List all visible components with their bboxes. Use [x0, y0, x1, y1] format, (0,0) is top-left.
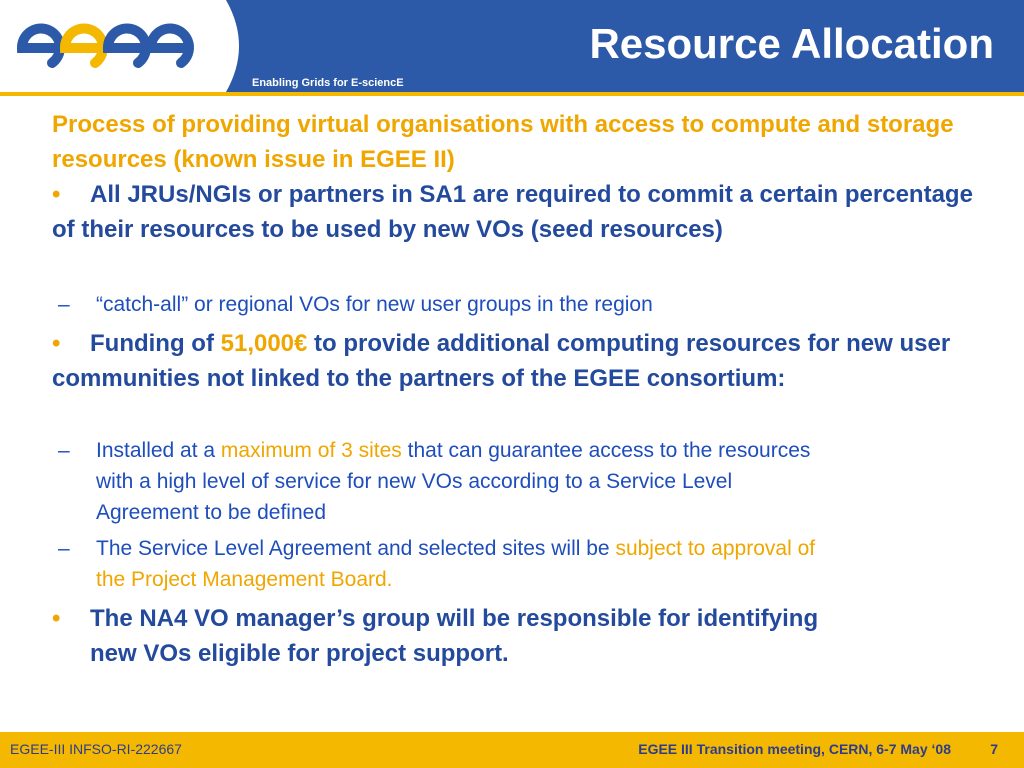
bullet-2-text-before: Funding of	[90, 330, 221, 357]
footer-project-id: EGEE-III INFSO-RI-222667	[10, 741, 182, 757]
dash-icon: –	[58, 293, 70, 316]
egee-logo	[0, 0, 250, 92]
dash-icon: –	[58, 537, 70, 560]
bullet-icon: •	[52, 605, 61, 632]
bullet-icon: •	[52, 181, 61, 208]
sub-bullet-1-1	[58, 289, 984, 320]
max-sites-highlight: maximum of 3 sites	[220, 439, 402, 462]
bullet-2	[52, 326, 992, 396]
bullet-1	[52, 177, 992, 247]
sub-2-1-line3: Agreement to be defined	[96, 501, 326, 524]
funding-amount: 51,000€	[220, 330, 308, 357]
bullet-3-line2: new VOs eligible for project support.	[90, 640, 509, 667]
sub-2-1-line1-rest: that can guarantee access to the resources	[401, 439, 811, 462]
approval-highlight-2: the Project Management Board.	[96, 568, 393, 591]
tagline: Enabling Grids for E-sciencE	[252, 77, 404, 89]
page-number: 7	[990, 741, 998, 757]
bullet-1-text: All JRUs/NGIs or partners in SA1 are required to commit a certain percentage of their resources to be used by new VOs (seed resources)	[52, 181, 973, 243]
sub-bullet-1-1-text: “catch-all” or regional VOs for new user groups in the region	[96, 293, 653, 316]
slide-title: Resource Allocation	[589, 20, 994, 67]
sub-bullet-2-2	[58, 533, 984, 595]
header-accent-line	[0, 92, 1024, 96]
dash-icon: –	[58, 439, 70, 462]
footer-meeting: EGEE III Transition meeting, CERN, 6-7 May ‘08	[638, 741, 951, 757]
sub-bullet-2-1	[58, 435, 984, 528]
approval-highlight-1: subject to approval of	[615, 537, 816, 560]
bullet-icon: •	[52, 330, 61, 357]
bullet-2-text-after: to provide additional computing resources for new user communities not linked to the partners of the EGEE consortium:	[52, 330, 951, 392]
sub-2-1-before: Installed at a	[96, 439, 221, 462]
sub-2-1-line2: with a high level of service for new VOs according to a Service Level	[96, 470, 733, 493]
bullet-3-line1: The NA4 VO manager’s group will be responsible for identifying	[90, 605, 819, 632]
bullet-3	[52, 601, 992, 671]
sub-2-2-before: The Service Level Agreement and selected sites will be	[96, 537, 616, 560]
lead-paragraph: Process of providing virtual organisations with access to compute and storage resources (known issue in EGEE II)	[52, 111, 954, 173]
